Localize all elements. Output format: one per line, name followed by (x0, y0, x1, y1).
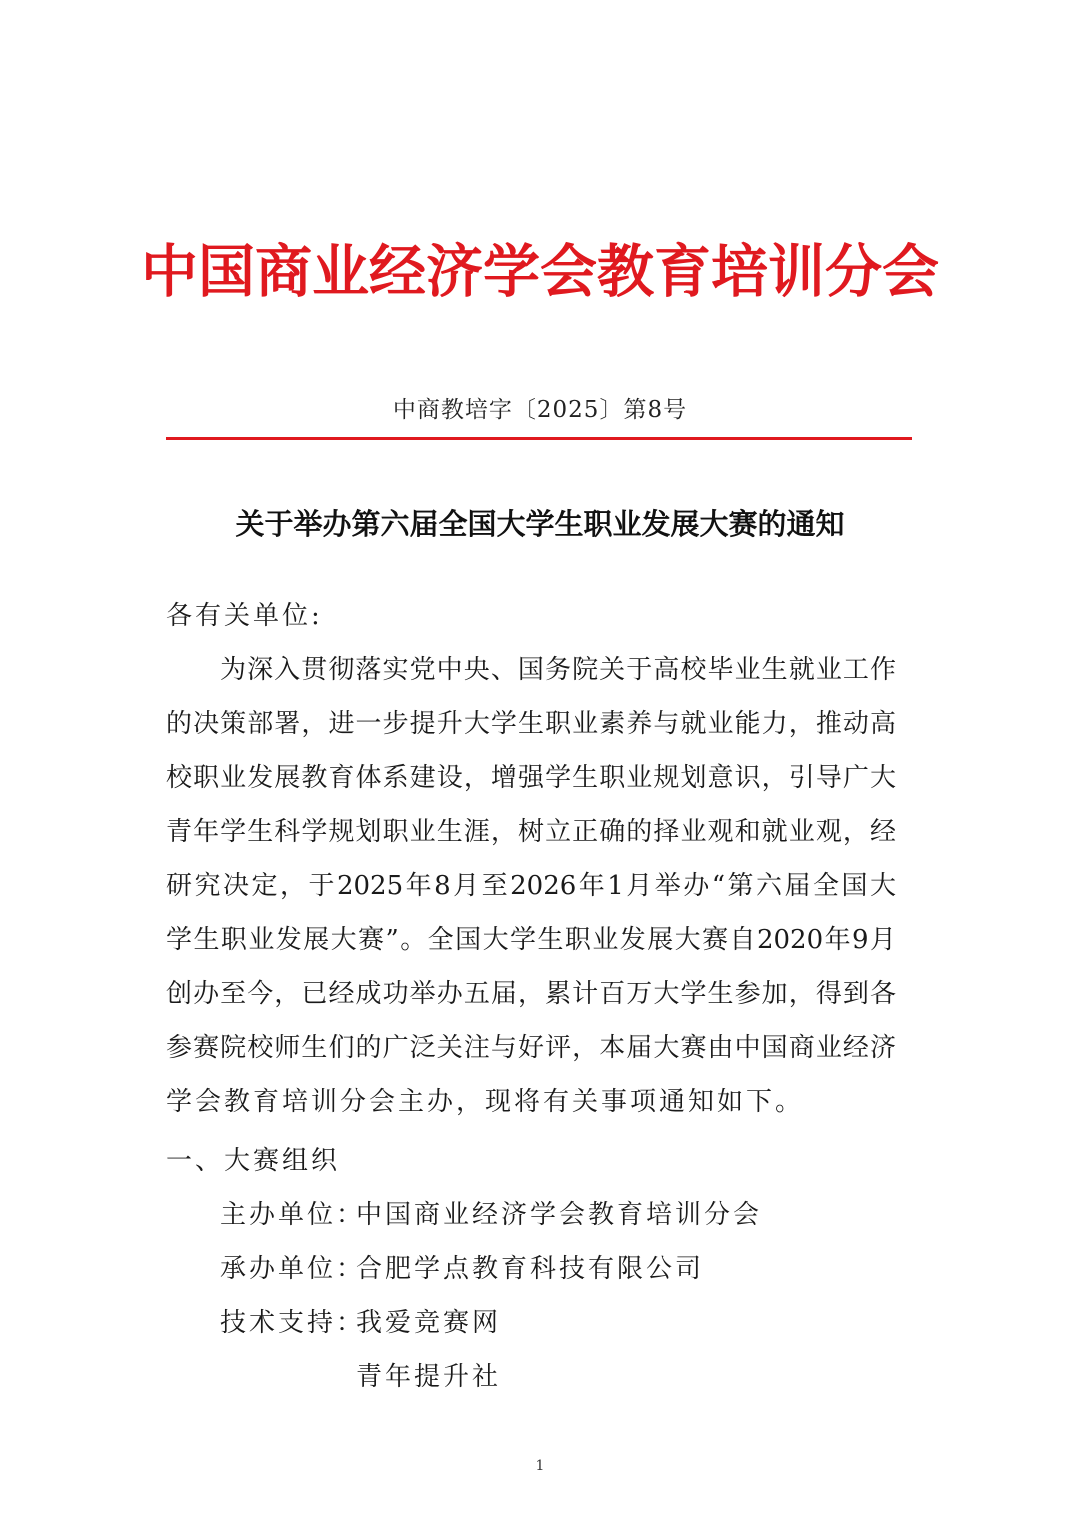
body-line: 青年学生科学规划职业生涯，树立正确的择业观和就业观，经 (166, 817, 896, 847)
page-number: 1 (535, 1458, 545, 1474)
section-heading: 一、大赛组织 (166, 1146, 341, 1176)
body-line: 学生职业发展大赛”。全国大学生职业发展大赛自2020年9月 (166, 925, 896, 955)
tech-support-row (220, 1303, 501, 1343)
document-number: 中商教培字〔2025〕第8号 (392, 397, 688, 423)
tech-support-value: 青年提升社 (356, 1362, 502, 1392)
organizer-value: 合肥学点教育科技有限公司 (356, 1254, 705, 1284)
tech-support-row-continued (356, 1357, 501, 1397)
body-line: 创办至今，已经成功举办五届，累计百万大学生参加，得到各 (166, 979, 896, 1009)
body-line: 参赛院校师生们的广泛关注与好评，本届大赛由中国商业经济 (166, 1033, 896, 1063)
host-label: 主办单位： (220, 1200, 366, 1230)
organizer-row (220, 1249, 704, 1289)
body-line: 研究决定，于2025年8月至2026年1月举办“第六届全国大 (166, 871, 896, 901)
organization-header: 中国商业经济学会教育培训分会 (141, 239, 939, 305)
document-title: 关于举办第六届全国大学生职业发展大赛的通知 (235, 507, 845, 541)
host-value: 中国商业经济学会教育培训分会 (356, 1200, 763, 1230)
red-divider-line (166, 437, 912, 440)
host-row (220, 1195, 762, 1235)
body-line: 学会教育培训分会主办，现将有关事项通知如下。 (166, 1087, 805, 1117)
body-line: 为深入贯彻落实党中央、国务院关于高校毕业生就业工作 (220, 655, 896, 685)
tech-support-value: 我爱竞赛网 (356, 1308, 502, 1338)
tech-support-label: 技术支持： (220, 1308, 366, 1338)
body-line: 校职业发展教育体系建设，增强学生职业规划意识，引导广大 (166, 763, 896, 793)
body-line: 的决策部署，进一步提升大学生职业素养与就业能力，推动高 (166, 709, 896, 739)
organizer-label: 承办单位： (220, 1254, 366, 1284)
salutation: 各有关单位: (166, 601, 323, 631)
